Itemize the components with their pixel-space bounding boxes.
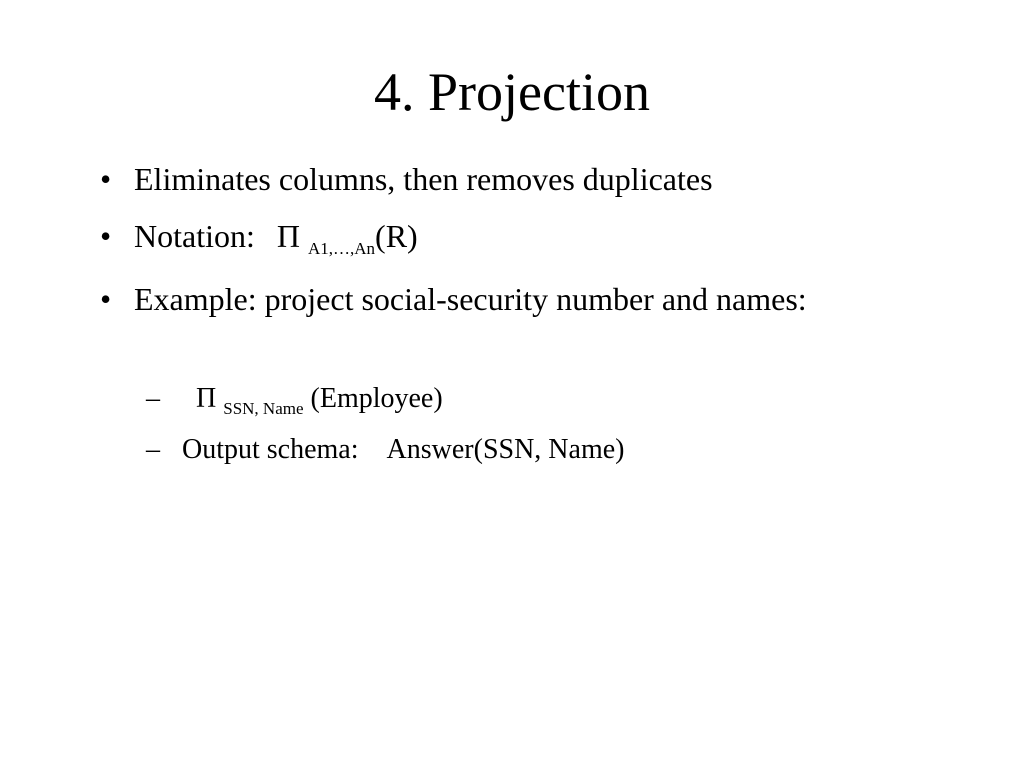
sub-bullet-marker: –: [146, 434, 160, 465]
notation-label: Notation:: [134, 218, 255, 254]
notation-subscript: A1,…,An: [307, 239, 376, 258]
projection-subscript: SSN, Name: [223, 399, 304, 418]
bullet-item-notation: [100, 217, 940, 261]
bullet-list: [100, 160, 940, 337]
sub-bullet-projection: [146, 382, 946, 419]
bullet-marker: •: [100, 281, 112, 317]
bullet-item-example: [100, 280, 940, 318]
slide-title: 4. Projection: [374, 62, 650, 122]
projection-symbol: Π: [276, 218, 300, 254]
bullet-text: Eliminates columns, then removes duplicates: [134, 161, 713, 197]
output-schema-label: Output schema:: [182, 434, 359, 465]
bullet-text: Example: project social-security number and names:: [134, 281, 807, 317]
projection-argument: (Employee): [310, 383, 443, 414]
sub-bullet-list: [146, 382, 946, 481]
sub-bullet-marker: –: [146, 383, 160, 414]
projection-symbol: Π: [196, 383, 217, 414]
bullet-marker: •: [100, 218, 112, 254]
notation-argument: (R): [375, 218, 418, 254]
output-schema-value: Answer(SSN, Name): [386, 434, 625, 465]
bullet-marker: •: [100, 161, 112, 197]
bullet-item-eliminates: [100, 160, 940, 198]
sub-bullet-output-schema: [146, 433, 946, 467]
